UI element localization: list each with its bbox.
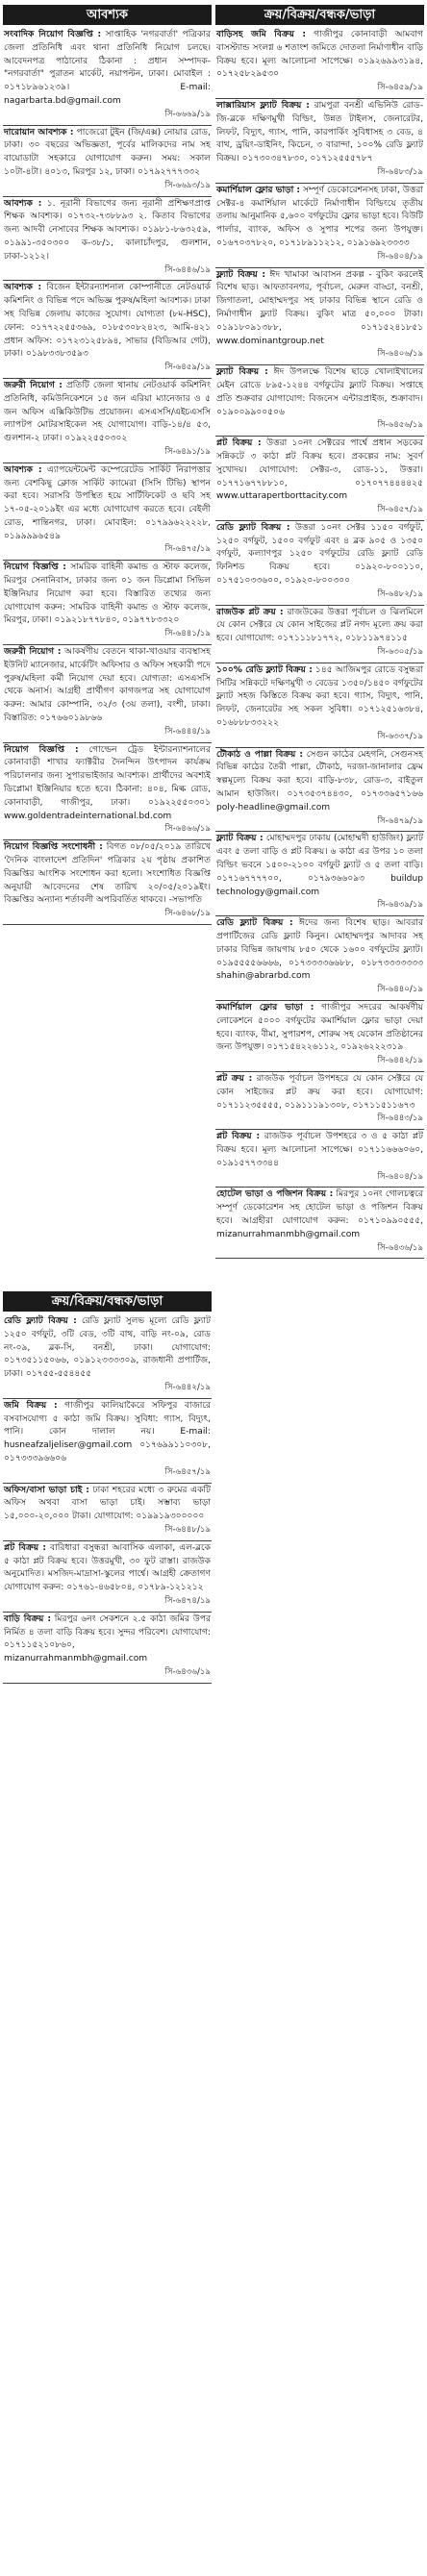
section-header-buy-sell-right: ক্রয়/বিক্রয়/বন্ধক/ভাড়া bbox=[215, 5, 424, 25]
ad-title: দারোয়ান আবশ্যক : bbox=[4, 127, 74, 138]
ad-body: ঈদ উপলক্ষে বিশেষ ছাড়ে খোলাইখালের মেইন রোডে ৮৯৫-১২৪৪ বর্গফুটের ফ্ল্যাট বিক্রয়। সপ্তাহে প্রতি শুক্রবার যোগাযোগ: বিজনেস এন্টারপ্রাইজ, শুক্রাবাদ। ০১৯০০৯৯০০৫০৬ bbox=[216, 367, 423, 417]
classified-ad bbox=[215, 521, 424, 606]
section-header-wanted: আবশ্যক bbox=[3, 5, 212, 25]
classified-ad bbox=[3, 463, 212, 562]
property-ads-list-right bbox=[215, 28, 424, 2576]
ad-reference-number: সি-৬৪৪৩/১৯ bbox=[377, 1113, 423, 1124]
classified-ad bbox=[215, 365, 424, 437]
right-column bbox=[215, 3, 424, 2576]
classified-ad bbox=[215, 748, 424, 833]
classified-ad bbox=[215, 1130, 424, 1188]
classified-ad bbox=[3, 1314, 212, 1399]
classified-ad bbox=[3, 1541, 212, 1613]
ad-reference-number: সি-৬৪৮২/১৯ bbox=[377, 588, 423, 599]
classified-ad bbox=[3, 197, 212, 282]
classified-ad bbox=[3, 126, 212, 197]
ad-reference-number: সি-৬৪৬৬/১৯ bbox=[164, 824, 211, 835]
ad-body: মোহাম্মদপুর ঢাকায় (মোহাম্মদী হাউজিং) ফ্ল্যাট এবং ৫ তলা বাড়ি ও প্লট বিক্রয়। ৬ কাঠা এর উপর ১০ তলা বিল্ডিং ভবনে ১৫০০-২১০০ বর্গফুট ফ্ল্যাট ও ৫ তলা বাড়ি। ০১৭১৬৭৭৭৭০০, ০১৭৯৩৬৬০৯৩ buildup technology@gmail.com bbox=[216, 834, 423, 897]
ad-body: আকর্ষণীয় বেতনে থাকা-খাওয়ার ব্যবস্থাসহ ইউনিট ম্যানেজার, মার্কেটিং অফিসার ও অফিস সহকারী পদে পুরুষ/মহিলা কর্মী নিয়োগ দেয়া হবে। যোগ্যতা: এসএসসি থেকে অনার্স। আগ্রহী প্রার্থীগণ কাগজপত্র সহ যোগাযোগ করুন: আমার কোম্পানি, ৩২/৩ (৩য় তলা), বংশী, ঢাকা। বিস্তারিত: ০১৭৬৬০১৯৮৬৬ bbox=[4, 647, 211, 724]
ad-title: ফ্ল্যাট বিক্রয় : bbox=[216, 367, 268, 378]
ad-reference-number: সি-৬৪৭৪/১৯ bbox=[164, 1595, 211, 1606]
ad-title: বাড়িসহ জমি বিক্রয় : bbox=[216, 30, 307, 39]
ad-body: উত্তরা ১০নং সেক্টরের পার্শ্বে প্রধান সড়কের সন্নিকটে ৩ কাঠা প্লট বিক্রয় হবে। প্রকল্পের নাম: সুবর্ণ সুখোদয়। যোগাযোগ: সেক্টর-৩, রোড-১১, উত্তরা। ০১৭৭১৬৭৭৮৮১০, ০১৭০৭৭৪৪৪৪২৫ www.uttarapertborttacity.com bbox=[216, 438, 423, 502]
ad-body: সম্পূর্ণ ডেকোরেশনসহ ঢাকা, উত্তরা সেক্টর-৪ কমার্শিয়াল মার্কেটে নির্মাণাধীন বিল্ডিংয়ে তৃতীয় তলায় আনুমানিক ৫,৬০০ বর্গফুটের ফ্লোর ভাড়া হবে। বিউটি পার্লার, ব্যাংক, অফিস ও সুপার শপের জন্য উপযুক্ত। ০১৬৭০৩৭৮২০, ০১৭১৮৯১১২১২, ০১৯১৬৯২৩৩৩৩ bbox=[216, 185, 423, 248]
ad-body: রেডি ফ্ল্যাট সুলভ মূল্যে রেডি ফ্ল্যাট ১২৫০ বর্গফুট, ৩টি বেড, ৩টি বাথ, বাড়ি নং-০৯, রোড নং-০৯, ব্লক-সি, বনশ্রী, ঢাকা। যোগাযোগ: ০১৭৩৫১১৫০৬৬, ০১৯১২৩৩৩৩০৯, রাজধানী প্রপার্টিজ, ঢাকা। ০১৭৫৫-৫৫৪৪৫৫ bbox=[4, 1316, 211, 1380]
ad-body: বিজেন ইন্টারন্যাশনাল কোম্পানীতে নেটওয়ার্ক কমিশনিং ও বিভিন্ন পদে অভিজ্ঞ পুরুষ/মহিলা আবশ্যক। ঢাকা সহ বিভিন্ন জেলায় কাজের সুযোগ। যোগ্যতা (৮ম-HSC), ফোন: ০১৭৭২২৫৫৩৬৯, ০১৮৫৩০৮২৪২৩, আমি-৪২১ প্রধান অফিস: ০১৭২৩১২৫৮৯৪, সাভার (বিডিআর গেট), ঢাকা। ০১৯৮৩৩৮৩৫৯৩ bbox=[4, 283, 211, 360]
ad-title: আবশ্যক : bbox=[4, 464, 42, 475]
classified-ad bbox=[3, 1484, 212, 1541]
ad-title: প্লট ক্রয় : bbox=[216, 1073, 253, 1084]
ad-title: কমার্শিয়াল ফ্লোর ভাড়া : bbox=[216, 185, 301, 195]
classified-ad bbox=[215, 606, 424, 663]
ad-title: প্লট বিক্রয় : bbox=[4, 1542, 47, 1553]
classified-ad bbox=[215, 28, 424, 99]
ad-body: মিরপুর ৬নং সেকশনে ২.৫ কাঠা জমির উপর নির্মিত ৪ তলা বাড়ি বিক্রয় হবে। সুন্দর পরিবেশ। যোগাযোগ: ০১৭১১৫২১০৮৬০, mizanurrahmanmbh@gmail.com bbox=[4, 1613, 211, 1664]
ad-body: রাজউক পূর্বাচল উপশহরে যে কোন সেক্টরে যে কোন সাইজের প্লট ক্রয় করা হবে। যোগাযোগ: ০১৭১১২৩৫৫৫৫, ০১৯১১১৯১৩০৮, ০১৭১১৫১১৬৭৩ bbox=[216, 1073, 423, 1111]
ad-body: এ্যাপয়েন্টমেন্ট কম্পেরেটেড সার্কিট নিরাপত্তার জন্য বেশকিছু ক্লোজ সার্কিট ক্যামেরা (সিসি টিভি) স্থাপন করা হবে। সরাসরি উপস্থিত হয়ে সার্টিফিকেট ও ছবি সহ ১৭-০৫-২০১৯ইং এর মধ্যে যোগাযোগ করতে হবে। বেইলী রোড, শান্তিনগর, ঢাকা। মোবাইল: ০১৭৯৯৬২২২২৮, ০১৯৯৯৯৬৫৪৯ bbox=[4, 464, 211, 541]
ad-body: রাজউকের উত্তরা পূর্বাচল ও ঝিলমিলে যে কোন সেক্টরে যে কোন সাইজের প্লট নগদ মূল্যে ক্রয় করা হবে। যোগাযোগ: ০১৭১১১৮১৭৭২, ০১৮১১৯৭৪১১৫ bbox=[216, 607, 423, 644]
ad-reference-number: সি-৬৪৯১/১৯ bbox=[164, 446, 211, 457]
ad-title: হোটেল ভাড়া ও পজিশন বিক্রয় : bbox=[216, 1189, 334, 1200]
ad-body: গাজীপুর কালিয়াকৈরে সফিপুর বাজারে বসবাসযোগ্য ৫ কাঠা জমি বিক্রয়। সুবিধা: গ্যাস, বিদ্যুৎ, পানি। কোন দালাল নয়। E-mail: husneafzaljeliser@gmail.com ০১৭৬৯৯১১০৩০৮, ০১৭৩৩৩৯৬৬০৬ bbox=[4, 1400, 211, 1463]
ad-reference-number: সি-৬৪৪০/১৯ bbox=[377, 985, 423, 995]
ad-body: ঈদের জন্য বিশেষ ছাড়। আবরার প্রপার্টিজের রেডি ফ্ল্যাট কিনুন। মোহাম্মদপুর আদাবর সহ ঢাকার বিভিন্ন জায়গায় ৮৫০ থেকে ১৬০০ বর্গফুটের ফ্ল্যাট। ০১৯৫৫৫৫৬৬৬৬, ০১৭৩৩৩৩৬৬৮৮, ০১৮৭৩৩৩৩৩৩৩ shahin@abrarbd.com bbox=[216, 918, 423, 982]
classified-ad bbox=[215, 1001, 424, 1072]
classified-ad bbox=[3, 561, 212, 645]
classified-ad bbox=[215, 916, 424, 1001]
ad-reference-number: সি-৬৪৩৬/১৯ bbox=[164, 1666, 211, 1677]
ad-title: সংবাদিক নিয়োগ বিজ্ঞপ্তি : bbox=[4, 30, 102, 39]
ad-reference-number: সি-৬৪৬৮/১৯ bbox=[164, 909, 211, 919]
ad-title: বাড়ি বিক্রয় : bbox=[4, 1613, 52, 1624]
ad-reference-number: সি-৬৬৬৯/১৯ bbox=[164, 109, 211, 119]
ad-title: নিয়োগ বিজ্ঞপ্তি : bbox=[4, 744, 79, 755]
classified-ad bbox=[3, 743, 212, 841]
ad-reference-number: সি-৬৪৫৬/১৯ bbox=[377, 420, 423, 431]
classified-ad bbox=[3, 840, 212, 925]
ad-body: বারিধারা বসুন্ধরা আবাসিক এলাকা, এল-ব্লকে ৫ কাঠা প্লট বিক্রয় হবে। উত্তরমুখী, ৩০ ফুট রাস্তা। রাজউক অনুমোদিত। মসজিদ-মাদ্রাসা-স্কুলের পার্শ্বে। আগ্রহী ক্রেতাগণ যোগাযোগ করুন: ০১৭৬১-৪৬৫৮০৪, ০১৭৮৯-১২১২১২ bbox=[4, 1542, 211, 1593]
ad-body: বিগত ০৮/০৫/২০১৯ তারিখে 'দৈনিক বাংলাদেশ প্রতিদিন' পত্রিকার ২য় পৃষ্ঠায় প্রকাশিত বিজ্ঞপ্তির আংশিক সংশোধন করা হলো। সংশোধিত বিজ্ঞপ্তি অনুযায়ী আবেদনের শেষ তারিখ ২০/০৫/২০১৯ইং। বিজ্ঞপ্তির অন্যান্য শর্তাবলী অপরিবর্তিত থাকবে। -সভাপতি bbox=[4, 842, 211, 906]
ad-reference-number: সি-৬৪৩৯/১৯ bbox=[377, 900, 423, 911]
ad-title: রেডি ফ্ল্যাট বিক্রয় : bbox=[216, 522, 290, 533]
ad-reference-number: সি-৬৪৪৪/১৯ bbox=[164, 726, 211, 737]
section-header-buy-sell-left: ক্রয়/বিক্রয়/বন্ধক/ভাড়া bbox=[3, 1291, 212, 1312]
ad-title: প্লট বিক্রয় : bbox=[216, 1132, 261, 1142]
classified-ad bbox=[215, 99, 424, 184]
ad-body: গোল্ডেন ট্রেড ইন্টারন্যাশনালের কোনাবাড়ী শাখার ফ্যাক্টরীর দৈনন্দিন উৎপাদন কার্যক্রম পরিচালনার জন্য সুপারভাইজার আবশ্যক। প্রার্থীদের অবশ্যই ডিপ্লোমা ইঞ্জিনিয়ার হতে হবে। ঠিকানা: ৪০৪, মিল্ক রোড, কোনাবাড়ী, গাজীপুর, ঢাকা। ০১৯২২৫৫০৩০১ www.goldentradeinternational.bd.com bbox=[4, 744, 211, 821]
ad-body: উত্তরা ১০নং সেক্টর ১১৫০ বর্গফুট, ১২৫০ বর্গফুট, ১৫০০ বর্গফুট এবং ৪ ব্লক ৯০৫ ও ১৩৫০ বর্গফুট, কল্যাণপুর ১২৫০ বর্গফুটের রেডি ফ্ল্যাট রেডি ফিনিশড বিক্রয় হবে। ০১৯২০-৮০০১১০, ০১৭৫১০৩৩৬০০, ০১৯২০-৮০০৩০০ bbox=[216, 522, 423, 587]
ad-title: ফ্ল্যাট বিক্রয় : bbox=[216, 269, 266, 280]
ad-reference-number: সি-৬৪৫৭/১৯ bbox=[164, 1466, 211, 1477]
ad-title: আবশ্যক : bbox=[4, 198, 42, 209]
ad-reference-number: সি-৬৪৫৯/১৯ bbox=[377, 83, 423, 93]
property-ads-list-left bbox=[3, 1314, 212, 2576]
ad-body: ১৪৫ আজিমপুর রোডে বসুন্ধরা সিটির সন্নিকটে দক্ষিণমুখী ৩ বেডের ১৩৫০/১৪৫০ বর্গফুটের ফ্ল্যাট সহজ কিস্তিতে বিক্রয় করা হবে। গ্যাস, বিদ্যুৎ, পানি, লিফট, জেনারেটর সহ সকল সুবিধা। ০১৭১২৫১৬৩৮৪, ০১৬৮৮৮৩৩২২২ bbox=[216, 664, 423, 729]
ad-body: রামপুরা বনশ্রী এভিনিউ রোড-জি-ব্লকে দক্ষিণমুখী বিল্ডিং, উন্নত টাইলস, জেনারেটর, লিফট, বিদ্যুৎ, গ্যাস, পানি, কারপার্কিং সুবিধাসহ ৩ বেড, ৪ বাথ, ড্রয়িং-ডাইনিং, কিচেন, ৩ বারান্দা, ১০০% রেডি ফ্ল্যাট বিক্রয়। ০১৭৩০৩৪৭৮৩০, ০১৭১২৫৫৫৭৮৭ bbox=[216, 100, 423, 164]
wanted-ads-list bbox=[3, 28, 212, 1289]
ad-body: সামরিক বাহিনী কমান্ড ও স্টাফ কলেজ, মিরপুর সেনানিবাস, ঢাকার জন্য ০১ জন ডিপ্লোমা সিভিল ইঞ্জিনিয়ার নিয়োগ করা হবে। বিস্তারিত তথ্যের জন্য যোগাযোগ করুন: সামরিক বাহিনী কমান্ড ও স্টাফ কলেজ, মিরপুর, ঢাকা। ০১৯২১৮৭৭৮৪০, ০১৯৭৭৮৩৩২০ bbox=[4, 563, 211, 626]
ad-title: ফ্ল্যাট বিক্রয় : bbox=[216, 834, 264, 844]
ad-title: জরুরী নিয়োগ : bbox=[4, 647, 62, 658]
ad-reference-number: সি-৬৪৭৯/১৯ bbox=[377, 815, 423, 826]
ad-title: প্লট বিক্রয় : bbox=[216, 438, 262, 449]
ad-reference-number: সি-৬৪৫৭/১৯ bbox=[377, 505, 423, 515]
ad-body: সেগুন কাঠের মেহগনি, সেগুনসহ বিভিন্ন কাঠের তৈরী পাল্লা, টৌকাঠ, দরজা-জানালার ফ্রেম স্বল্পমূল্যে বিক্রয় করা হবে। বাড়ি-৮৩৮, রোড-৩, বাইতুল আমান হাউজিং। ০১৭৩৫৩৭৪৪৩০, ০১৭৩৩৬৫৭১৬৬ poly-headline@gmail.com bbox=[216, 749, 423, 813]
ad-body: প্রতিটি জেলা থানায় নেটওয়ার্ক কমিশনিং প্রতিনিধি, কমিউনিকেশনে ১৫ জন এরিয়া ম্যানেজার ও ৫ জন অফিস এক্সিকিউটিভ প্রয়োজন। এসএসসি/এইচএসসি ল্যাপটপ মোটরসাইকেল সহ যোগাযোগ। বাড়ি-১৪/৪ ৫৩, গুলশান-২ ঢাকা। ০১৯২২৫৫০৩০২ bbox=[4, 380, 211, 444]
ad-title: ১০০% রেডি ফ্ল্যাট বিক্রয় : bbox=[216, 664, 313, 675]
ad-reference-number: সি-৬৩৩৭/১৯ bbox=[377, 731, 423, 741]
ad-title: রেডি ফ্ল্যাট বিক্রয় : bbox=[4, 1316, 77, 1326]
ad-reference-number: সি-৬৪৪৬/১৯ bbox=[164, 264, 211, 275]
ad-reference-number: সি-৬৪৩৬/১৯ bbox=[377, 1242, 423, 1253]
ad-title: রাজউক প্লট ক্রয় : bbox=[216, 607, 284, 617]
ad-reference-number: সি-৬৪০৪/১৯ bbox=[377, 1171, 423, 1182]
ad-reference-number: সি-৬৪৪২/১৯ bbox=[164, 1382, 211, 1392]
ad-title: নিয়োগ বিজ্ঞপ্তি সংশোধনী : bbox=[4, 842, 103, 853]
ad-title: রেডি ফ্ল্যাট বিক্রয় : bbox=[216, 918, 293, 929]
ad-title: জমি বিক্রয় : bbox=[4, 1400, 58, 1411]
classified-ad bbox=[3, 28, 212, 126]
ad-body: গাজীপুর কোনাবাড়ী আমবাগ বাসস্ট্যান্ড সংলগ্ন ৬ শতাংশ জমিতে দোতলা নির্মাণাধীন বাড়ি বিক্রয় হবে। মূল্য আলোচনা সাপেক্ষে। ০১৯২৬৯৯৩১৯৪, ০১৭২৫৮২৯৫৩০ bbox=[216, 30, 423, 80]
ad-reference-number: সি-৬৬৯৩/১৯ bbox=[164, 180, 211, 190]
ad-reference-number: সি-৬৪৪৮/১৯ bbox=[164, 1524, 211, 1535]
ad-body: ঈদ খামাকা আবাসন প্রকল্প - বুকিং করলেই বিশেষ ছাড়। আফতাবনগর, পূর্বাচল, মেরুল বাড্ডা, বনশ্রী, জিগাতলা, মোহাম্মদপুর সহ ঢাকার বিভিন্ন স্থানে রেডি ও নির্মাণাধীন ফ্ল্যাট বিক্রয়। বুকিং মাত্র ৫০,০০০ টাকা। ০১৯১৮০৯১৩৮৮, ০১৭১৫২৪১৮৫১ www.dominantgroup.net bbox=[216, 269, 423, 346]
ad-body: ১. নূরানী বিভাগের জন্য নূরানী প্রশিক্ষণপ্রাপ্ত শিক্ষক আবশ্যক। ০১৭৩২-৭৩৮৮৯৩ ২. কিতাব বিভাগের জন্য আদবী নেসাবের শিক্ষক আবশ্যক। ০১৯৮১-৮৬৩২৫৯, ০১৯৯১-৩৫০৩০০ ক-৩৮/১, কালাচাঁদপুর, গুলশান, ঢাকা-১২১২। bbox=[4, 198, 211, 262]
ad-reference-number: সি-৬৪৮৩/১৯ bbox=[377, 166, 423, 177]
classified-ad bbox=[3, 1613, 212, 1684]
classified-ad bbox=[3, 281, 212, 379]
ad-reference-number: সি-৬৪০৪/১৯ bbox=[377, 251, 423, 262]
classified-ad bbox=[215, 184, 424, 268]
ad-body: রাজউক পূর্বাচল উপশহরে ৩ ও ৫ কাঠা প্লট বিক্রয় হবে। মূল্য আলোচনা সাপেক্ষে। ০১৭১১৬৬৬০৬০, ০১৯১৫৭৭৩৩৪৪ bbox=[216, 1132, 423, 1168]
classified-ad bbox=[215, 268, 424, 366]
classified-ad bbox=[215, 1072, 424, 1130]
ad-reference-number: সি-৬৪৭৫/১৯ bbox=[164, 544, 211, 555]
ad-body: মিরপুর ১০নং গোলচত্বরে সম্পূর্ণ ডেকোরেশন সহ হোটেল ভাড়া ও পজিশন বিক্রয় হবে। আগ্রহীরা যোগাযোগ করুন: ০১৭১০৯৯০৫৫৫, mizanurrahmanmbh@gmail.com bbox=[216, 1189, 423, 1239]
ad-title: নিয়োগ বিজ্ঞপ্তি : bbox=[4, 563, 66, 573]
ad-title: টৌকাঠ ও পাল্লা বিক্রয় : bbox=[216, 749, 303, 760]
ad-reference-number: সি-৬৩০৫/১৯ bbox=[377, 647, 423, 658]
ad-body: ঢাকা শহরের মধ্যে ৩ রুমের একটি অফিস অথবা বাসা ভাড়া চাই। সম্ভাব্য ভাড়া ১৫,০০০-২০,০০০ টাকা। যোগাযোগ: ০১৯৯১৯৩০০০০০ bbox=[4, 1485, 211, 1522]
ad-title: কমার্শিয়াল ফ্লোর ভাড়া : bbox=[216, 1002, 314, 1013]
ad-reference-number: সি-৬৪৪২/১৯ bbox=[377, 1056, 423, 1066]
ad-reference-number: সি-৬৪৫৯/১৯ bbox=[164, 363, 211, 373]
classified-ad bbox=[215, 832, 424, 916]
ad-title: অফিস/বাসা ভাড়া চাই : bbox=[4, 1485, 89, 1495]
classified-ad bbox=[215, 437, 424, 521]
ad-title: আবশ্যক : bbox=[4, 283, 42, 293]
classified-ad bbox=[3, 379, 212, 463]
ad-reference-number: সি-৬৪৪১/১৯ bbox=[164, 629, 211, 639]
classified-ad bbox=[3, 1399, 212, 1484]
ad-title: জরুরী নিয়োগ : bbox=[4, 380, 63, 390]
classified-ad bbox=[215, 663, 424, 748]
ad-title: লাক্সারিয়াস ফ্ল্যাট বিক্রয় : bbox=[216, 100, 310, 111]
ad-reference-number: সি-৬৪০৬/১৯ bbox=[377, 349, 423, 360]
classified-ad bbox=[3, 645, 212, 743]
ad-body: পাজেরো টুইন (জি/এক্স) নোয়ার রোড, ঢাকা। ৩০ বছরের অভিজ্ঞতা, পূর্বের মালিকদের নাম সহ বায়োডাটা সহকারে যোগাযোগ করুন। সময়: সকাল ১০টা-৪টা। ৪০১৩, মিরপুর ১২, ঢাকা। ০১৭৯২৭৭৭৩৩২ bbox=[4, 127, 211, 177]
classified-ad bbox=[215, 1188, 424, 1259]
ad-body: সাপ্তাহিক 'নগরবার্তা' পত্রিকার জেলা প্রতিনিধি এবং থানা প্রতিনিধি নিয়োগ চলছে। আবেদনপত্র পাঠানোর ঠিকানা : প্রধান সম্পাদক- "নগরবার্তা" পুরাতন মার্কেট, নয়াপল্টন, ঢাকা। মোবাইল : ০১৭১৮৯৬১২৩৯। E-mail: nagarbarta.bd@gmail.com bbox=[4, 30, 211, 106]
left-column bbox=[3, 3, 212, 2576]
ad-body: গাজীপুর সদরের আকর্ষণীয় লোকেশনে ৫০০০ বর্গফুটের কমার্শিয়াল ফ্লোর ভাড়া দেয়া হবে। ব্যাংক, বীমা, সুপারশপ, শোরুম সহ যেকোন প্রতিষ্ঠানের জন্য উপযুক্ত। ০১৭১৫৪২২৬১১২, ০১৯২৬২২২৩১৯ bbox=[216, 1002, 423, 1053]
